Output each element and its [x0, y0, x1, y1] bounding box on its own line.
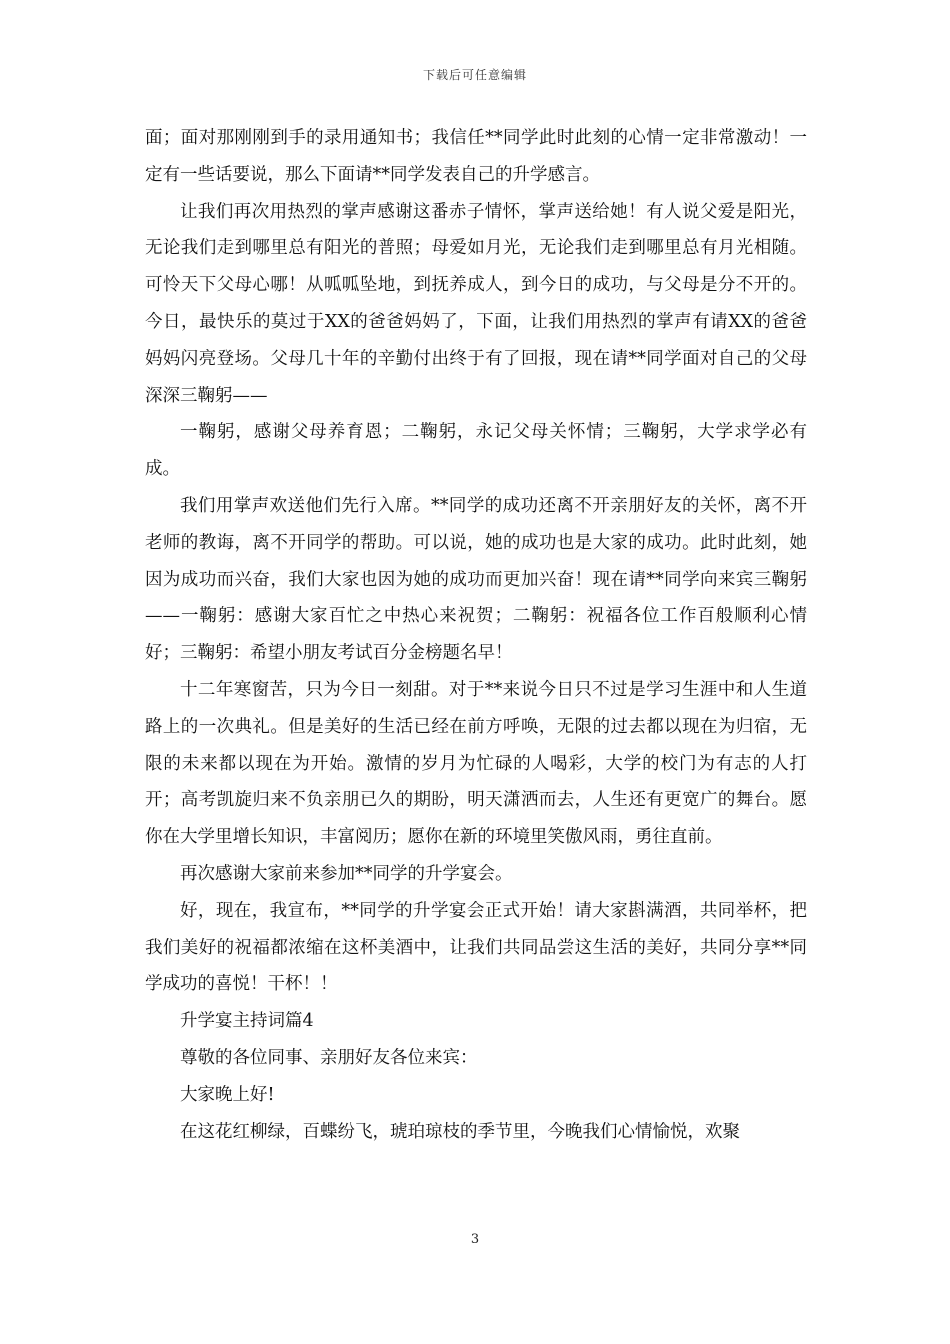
paragraph-continuation: 面；面对那刚刚到手的录用通知书；我信任**同学此时此刻的心情一定非常激动！一定有一些话要说，那么下面请**同学发表自己的升学感言。 — [145, 128, 807, 185]
page-number: 3 — [470, 1232, 480, 1247]
paragraph: 让我们再次用热烈的掌声感谢这番赤子情怀，掌声送给她！有人说父爱是阳光，无论我们走到哪里总有阳光的普照；母爱如月光，无论我们走到哪里总有月光相随。可怜天下父母心哪！从呱呱坠地，到抚养成人，到今日的成功，与父母是分不开的。今日，最快乐的莫过于XX的爸爸妈妈了，下面，让我们用热烈的掌声有请XX的爸爸妈妈闪亮登场。父母几十年的辛勤付出终于有了回报，现在请**同学面对自己的父母深深三鞠躬—— — [145, 201, 807, 406]
page-header: 下载后可任意编辑 — [422, 68, 527, 82]
paragraph: 我们用掌声欢送他们先行入席。**同学的成功还离不开亲朋好友的关怀，离不开老师的教诲，离不开同学的帮助。可以说，她的成功也是大家的成功。此时此刻，她因为成功而兴奋，我们大家也因为她的成功而更加兴奋！现在请**同学向来宾三鞠躬——一鞠躬：感谢大家百忙之中热心来祝贺；二鞠躬：祝福各位工作百般顺利心情好；三鞠躬：希望小朋友考试百分金榜题名早！ — [145, 495, 807, 664]
paragraph: 再次感谢大家前来参加**同学的升学宴会。 — [180, 863, 513, 884]
paragraph: 一鞠躬，感谢父母养育恩；二鞠躬，永记父母关怀情；三鞠躬，大学求学必有成。 — [145, 422, 807, 480]
paragraph: 好，现在，我宣布，**同学的升学宴会正式开始！请大家斟满酒，共同举杯，把我们美好的祝福都浓缩在这杯美酒中，让我们共同品尝这生活的美好，共同分享**同学成功的喜悦！干杯！！ — [145, 900, 807, 995]
section-heading: 升学宴主持词篇4 — [180, 1011, 314, 1032]
paragraph: 在这花红柳绿，百蝶纷飞，琥珀琼枝的季节里，今晚我们心情愉悦，欢聚 — [180, 1121, 740, 1142]
greeting: 大家晚上好! — [180, 1084, 275, 1105]
salutation: 尊敬的各位同事、亲朋好友各位来宾： — [180, 1047, 478, 1068]
paragraph: 十二年寒窗苦，只为今日一刻甜。对于**来说今日只不过是学习生涯中和人生道路上的一次典礼。但是美好的生活已经在前方呼唤，无限的过去都以现在为归宿，无限的未来都以现在为开始。激情的岁月为忙碌的人喝彩，大学的校门为有志的人打开；高考凯旋归来不负亲朋已久的期盼，明天潇洒而去，人生还有更宽广的舞台。愿你在大学里增长知识，丰富阅历；愿你在新的环境里笑傲风雨，勇往直前。 — [145, 679, 807, 848]
document-body — [145, 120, 807, 1150]
